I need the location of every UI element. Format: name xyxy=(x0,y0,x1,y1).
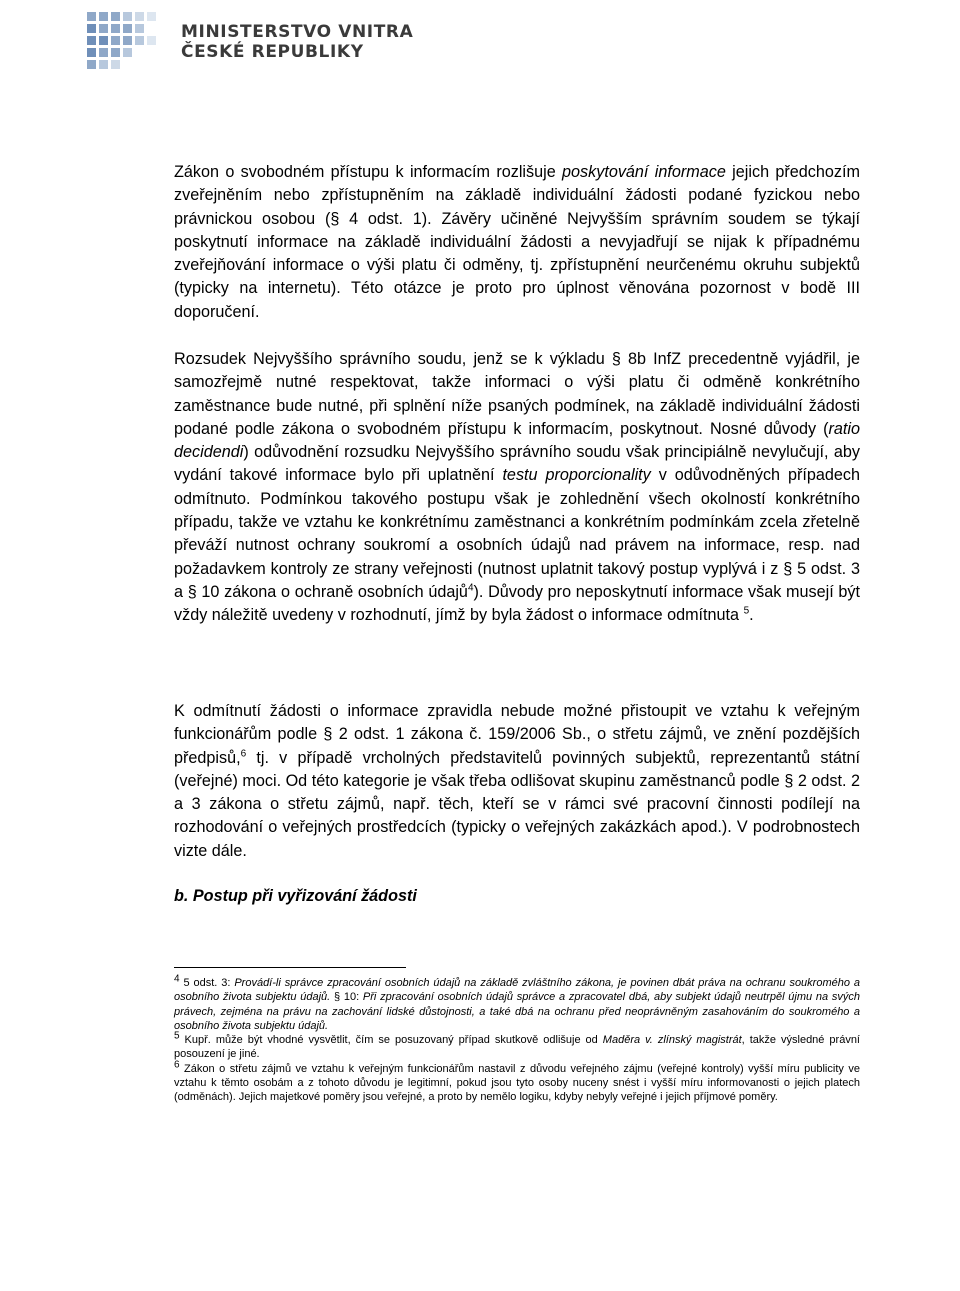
footnote-number: 6 xyxy=(174,1059,180,1071)
text-run: Rozsudek Nejvyššího správního soudu, jenž se k výkladu § 8b InfZ precedentně vyjádřil, je samozřejmě nutné respektovat, takže informaci o výši platu či odměně konkrétního zaměstnance bude nutné, při splnění níže psaných podmínek, na základě individuální žádosti podané podle zákona o svobodném přístupu k informacím, poskytnout. Nosné důvody ( xyxy=(174,350,860,438)
text-run: ). Důvody pro neposkytnutí informace však musejí být vždy náležitě uvedeny v rozhodnutí, jímž by byla žádost o informace odmítnuta xyxy=(174,582,860,625)
emphasis: Provádí-li správce zpracování osobních údajů na základě zvláštního zákona, je povinen dbát práva na ochranu soukromého a osobního života subjektu údajů. xyxy=(174,977,860,1004)
paragraph-1 xyxy=(174,161,860,324)
text-run: , takže výsledné právní posouzení je jiné. xyxy=(174,1034,860,1061)
text-run: K odmítnutí žádosti o informace zpravidla nebude možné přistoupit ve vztahu k veřejným funkcionářům podle § 2 odst. 1 zákona č. 159/2006 Sb., o střetu zájmů, ve znění pozdějších předpisů, xyxy=(174,702,860,767)
text-run: tj. v případě vrcholných představitelů povinných subjektů, reprezentantů státní (veřejné) moci. Od této kategorie je však třeba odlišovat skupinu zaměstnanců podle § 2 odst. 2 a 3 zákona o střetu zájmů, např. těch, kteří se v rámci své pracovní činnosti podílejí na rozhodování o veřejných prostředcích (typicky o veřejných zakázkách apod.). V podrobnostech vizte dále. xyxy=(174,748,860,860)
footnote-4 xyxy=(174,973,861,1033)
footnote-number: 5 xyxy=(174,1030,180,1042)
text-run: Zákon o střetu zájmů ve vztahu k veřejným funkcionářům nastavil z důvodu veřejného zájmu (veřejné kontroly) vyšší míru publicity ve vztahu k těmto osobám a z tohoto důvodu je legitimní, pokud jsou tyto osoby nuceny snést i vyšší míru informovanosti o jejich platech (odměnách). Jejich majetkové poměry jsou veřejné, a proto by nemělo logiku, kdyby nebyly veřejné i jejich příjmové poměry. xyxy=(174,1062,860,1104)
emphasis: Při zpracování osobních údajů správce a zpracovatel dbá, aby subjekt údajů neutrpěl újmu na svých právech, zejména na právu na zachování lidské důstojnosti, a také dbá na ochranu před neoprávněným zasahováním do soukromého a osobního života subjektu údajů. xyxy=(174,991,861,1032)
text-run: 5 odst. 3: xyxy=(179,977,235,989)
paragraph-3 xyxy=(174,700,860,863)
footnote-6 xyxy=(174,1059,860,1105)
footnotes xyxy=(174,973,861,1105)
text-run: . xyxy=(749,606,754,625)
logo-text xyxy=(181,22,413,62)
text-run: jejich předchozím zveřejněním nebo zpřístupněním na základě individuální žádosti podané fyzickou nebo právnickou osobou (§ 4 odst. 1). Závěry učiněné Nejvyšším správním soudem se týkají poskytnutí informace na základě individuální žádosti a nevyjadřují se nijak k případnému zveřejňování informace o výši platu či odměny, tj. zpřístupnění neurčenému okruhu subjektů (typicky na internetu). Této otázce je proto pro úplnost věnována pozornost v bodě III doporučení. xyxy=(174,163,860,321)
text-run: v odůvodněných případech odmítnuto. Podmínkou takového postupu však je zohlednění všech okolností konkrétního případu, takže ve vztahu ke konkrétnímu zaměstnanci a konkrétním podmínkám zcela zřetelně převáží nutnost ochrany soukromí a osobních údajů nad právem na informace, resp. nad požadavkem kontroly ze strany veřejnosti (nutnost uplatnit takový postup vyplývá i z § 5 odst. 3 a § 10 zákona o ochraně osobních údajů xyxy=(174,466,861,601)
text-run: Kupř. může být vhodné vysvětlit, čím se posuzovaný případ skutkově odlišuje od xyxy=(179,1034,603,1047)
text-run: Zákon o svobodném přístupu k informacím rozlišuje xyxy=(174,163,563,181)
emphasis: Maděra v. zlínský magistrát xyxy=(602,1034,742,1047)
footnote-ref-6[interactable]: 6 xyxy=(240,748,247,760)
ministry-logo xyxy=(85,8,414,72)
footnote-ref-4[interactable]: 4 xyxy=(467,582,474,594)
footnote-ref-5[interactable]: 5 xyxy=(743,605,750,617)
footnote-number: 4 xyxy=(174,973,180,985)
footnote-divider xyxy=(174,967,406,968)
paragraph-2 xyxy=(174,348,860,628)
logo-dots-icon xyxy=(85,10,165,70)
emphasis: ratio decidendi xyxy=(174,419,860,462)
footnote-5 xyxy=(174,1030,860,1062)
text-run: ) odůvodnění rozsudku Nejvyššího správního soudu však principiálně nevylučují, aby vydání takové informace bylo při uplatnění xyxy=(174,443,860,485)
text-run: § 10: xyxy=(330,991,363,1004)
emphasis: testu proporcionality xyxy=(502,466,651,485)
section-heading: b. Postup při vyřizování žádosti xyxy=(174,887,417,905)
logo-line-2: ČESKÉ REPUBLIKY xyxy=(181,42,364,62)
logo-line-1: MINISTERSTVO VNITRA xyxy=(181,22,414,42)
emphasis: poskytování informace xyxy=(562,163,726,181)
